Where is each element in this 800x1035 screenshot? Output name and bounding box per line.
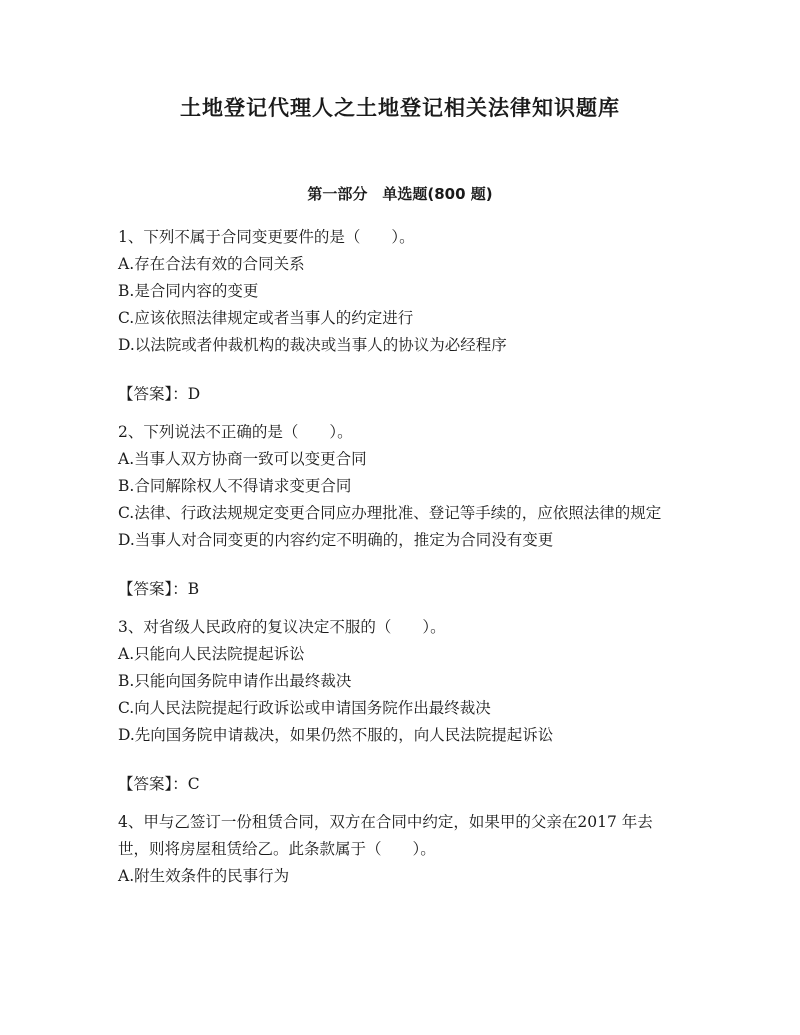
- option-d: D.以法院或者仲裁机构的裁决或当事人的协议为必经程序: [118, 336, 507, 354]
- answer-label: 【答案】：D: [118, 385, 201, 403]
- question-3: [118, 614, 678, 798]
- option-a: A.附生效条件的民事行为: [118, 867, 290, 885]
- option-a: A.存在合法有效的合同关系: [118, 255, 305, 273]
- question-2: [118, 419, 678, 603]
- question-list: [118, 224, 678, 890]
- answer-label: 【答案】：B: [118, 580, 200, 598]
- option-c: C.应该依照法律规定或者当事人的约定进行: [118, 309, 414, 327]
- option-a: A.只能向人民法院提起诉讼: [118, 645, 305, 663]
- document-title: 土地登记代理人之土地登记相关法律知识题库: [180, 96, 620, 120]
- question-stem: 4、甲与乙签订一份租赁合同，双方在合同中约定，如果甲的父亲在2017 年去世，则将房屋租赁给乙。此条款属于（ ）。: [118, 813, 653, 858]
- option-d: D.当事人对合同变更的内容约定不明确的，推定为合同没有变更: [118, 531, 554, 549]
- question-stem: 2、下列说法不正确的是（ ）。: [118, 423, 353, 441]
- option-b: B.只能向国务院申请作出最终裁决: [118, 672, 352, 690]
- question-stem: 1、下列不属于合同变更要件的是（ ）。: [118, 228, 415, 246]
- option-c: C.法律、行政法规规定变更合同应办理批准、登记等手续的，应依照法律的规定: [118, 504, 662, 522]
- option-a: A.当事人双方协商一致可以变更合同: [118, 450, 367, 468]
- answer-label: 【答案】：C: [118, 775, 200, 793]
- question-4: [118, 809, 678, 890]
- option-d: D.先向国务院申请裁决，如果仍然不服的，向人民法院提起诉讼: [118, 726, 554, 744]
- question-stem: 3、对省级人民政府的复议决定不服的（ ）。: [118, 618, 446, 636]
- question-1: [118, 224, 678, 408]
- option-b: B.合同解除权人不得请求变更合同: [118, 477, 352, 495]
- section-heading: 第一部分 单选题(800 题): [307, 185, 493, 203]
- option-c: C.向人民法院提起行政诉讼或申请国务院作出最终裁决: [118, 699, 491, 717]
- option-b: B.是合同内容的变更: [118, 282, 259, 300]
